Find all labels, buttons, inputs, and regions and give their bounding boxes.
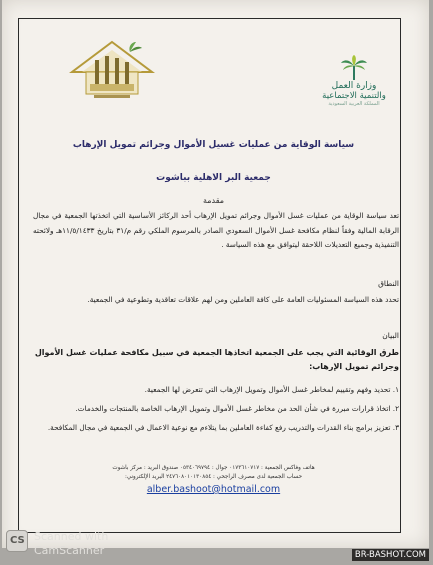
intro-heading: مقدمة	[202, 196, 225, 205]
scanner-text-line2: CamScanner	[34, 544, 105, 557]
contact-line: هاتف وفاكس الجمعية : ٠١٧٣٦١٠٧١٧ جوال : ٠٥٣٤٠٦٩٧٩٤ صندوق البريد : مركز باشوت	[112, 465, 315, 471]
bank-line: حساب الجمعية لدى مصرف الراجحي : ٢٤٧٦٠٨٠١٠١٣٠٨٥٤ البريد الإلكتروني:	[124, 474, 303, 480]
document-title: سياسة الوقاية من عمليات غسيل الأموال وجرائم تمويل الإرهاب	[72, 140, 355, 150]
list-item: ١. تحديد وفهم وتقييم لمخاطر غسل الأموال وتمويل الإرهاب التي تتعرض لها الجمعية.	[144, 385, 399, 394]
camscanner-icon: CS	[6, 530, 28, 552]
list-item: ٣. تعزيز برامج بناء القدرات والتدريب رفع كفاءة العاملين بما يتلاءم مع نوعية الاعمال في الجمعية في مجال المكافحة.	[47, 423, 399, 432]
palm-emblem-icon	[339, 55, 369, 81]
ministry-logo	[315, 55, 393, 108]
statement-paragraph: طرق الوقائية التي يجب على الجمعية اتخاذها الجمعية في سبيل مكافحة عمليات غسل الأموال وجرائم تمويل الإرهاب:	[34, 348, 399, 371]
association-emblem-icon	[68, 38, 156, 104]
site-watermark: BR-BASHOT.COM	[352, 549, 429, 561]
ministry-country: المملكة العربية السعودية	[328, 101, 380, 107]
scanner-text-line1: Scanned with	[34, 530, 109, 543]
ministry-name: وزارة العمل	[331, 81, 377, 91]
ministry-name-sub: والتنمية الاجتماعية	[322, 91, 386, 101]
association-name: جمعية البر الاهلية بباشوت	[156, 173, 271, 183]
email-link[interactable]: alber.bashoot@hotmail.com	[146, 484, 281, 495]
measures-list	[45, 383, 399, 440]
scope-heading: النطاق	[378, 279, 399, 288]
list-item: ٢. اتخاذ قرارات مبررة في شأن الحد من مخاطر غسل الأموال وتمويل الإرهاب الخاصة بالمنتجات والخدمات.	[75, 404, 399, 413]
statement-heading: البيان	[382, 331, 399, 340]
association-logo	[68, 38, 156, 108]
intro-paragraph: تعد سياسة الوقاية من عمليات غسل الأموال وجرائم تمويل الإرهاب أحد الركائز الأساسية التي اتخذتها الجمعية في مجال الرقابة المالية وفقاً لنظام مكافحة غسل الأموال السعودي الصادر بالمرسوم الملكي رقم م/٣١ بتاريخ ١١/٥/١٤٣٣هـ ولائحته التنفيذية وجميع التعديلات اللاحقة ليتوافق مع هذه السياسة .	[33, 211, 399, 249]
scope-paragraph: تحدد هذه السياسة المسئوليات العامة على كافة العاملين ومن لهم علاقات تعاقدية وتطوعية في الجمعية.	[87, 295, 399, 304]
